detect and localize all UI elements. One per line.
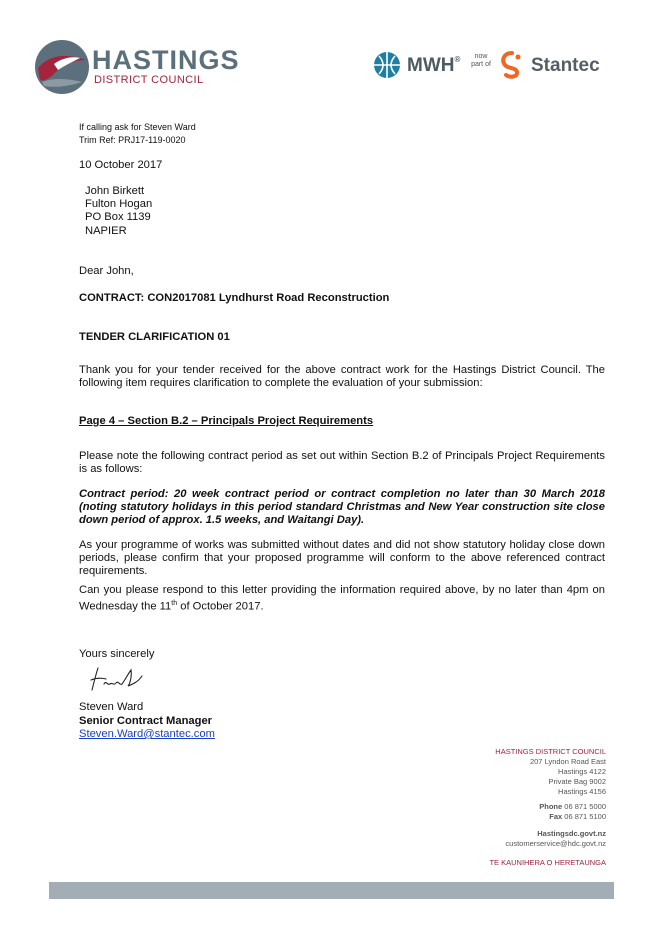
- stantec-wordmark: Stantec: [531, 55, 600, 76]
- footer-address-block: [406, 747, 606, 868]
- recipient-company: Fulton Hogan: [85, 198, 153, 211]
- contract-heading: CONTRACT: CON2017081 Lyndhurst Road Reconstruction: [79, 292, 390, 304]
- stantec-swirl-icon: [499, 51, 525, 79]
- footer-maori-name: TE KAUNIHERA O HERETAUNGA: [489, 858, 606, 867]
- recipient-address: [85, 185, 152, 238]
- note-paragraph: Please note the following contract period as set out within Section B.2 of Principals Project Requirements is as follows:: [79, 450, 605, 475]
- footer-city-1: Hastings 4122: [558, 767, 606, 776]
- signer-title: Senior Contract Manager: [79, 714, 213, 727]
- intro-paragraph: Thank you for your tender received for the above contract work for the Hastings District Council. The following item requires clarification to complete the evaluation of your submission:: [79, 364, 605, 389]
- footer-fax: Fax 06 871 5100: [549, 812, 606, 821]
- reference-block: [79, 121, 196, 147]
- respond-paragraph: Can you please respond to this letter providing the information required above, by no later than 4pm on Wednesday the 11th of October 2017.: [79, 584, 605, 613]
- footer-bar: [49, 882, 614, 899]
- signature-image: [88, 664, 148, 694]
- mwh-stantec-logo: [373, 49, 613, 83]
- footer-private-bag: Private Bag 9002: [548, 777, 606, 786]
- footer-city-2: Hastings 4156: [558, 787, 606, 796]
- footer-street: 207 Lyndon Road East: [529, 757, 606, 766]
- now-part-of-label: now part of: [471, 53, 491, 68]
- footer-phone: Phone 06 871 5000: [539, 802, 606, 811]
- calling-line: If calling ask for Steven Ward: [79, 122, 196, 132]
- recipient-name: John Birkett: [85, 185, 145, 197]
- council-name: HASTINGS: [92, 45, 240, 75]
- recipient-city: NAPIER: [85, 224, 127, 237]
- mwh-wordmark: MWH®: [407, 55, 461, 76]
- letter-date: 10 October 2017: [79, 159, 163, 171]
- hastings-emblem-icon: [34, 38, 90, 96]
- section-heading: Page 4 – Section B.2 – Principals Project Requirements: [79, 415, 374, 427]
- hastings-logo: [34, 38, 240, 96]
- signature-block: [79, 701, 215, 742]
- tender-heading: TENDER CLARIFICATION 01: [79, 331, 230, 343]
- programme-paragraph: As your programme of works was submitted without dates and did not show statutory holiday close down periods, please confirm that your proposed programme will conform to the above referenced contract requirements.: [79, 539, 605, 577]
- council-subtitle: DISTRICT COUNCIL: [94, 74, 204, 86]
- ordinal-suffix: th: [171, 600, 178, 607]
- footer-email: customerservice@hdc.govt.nz: [505, 839, 606, 848]
- recipient-po-box: PO Box 1139: [85, 211, 151, 224]
- signer-name: Steven Ward: [79, 701, 144, 713]
- salutation: Dear John,: [79, 265, 134, 277]
- trim-ref: Trim Ref: PRJ17-119-0020: [79, 135, 186, 145]
- registered-mark: ®: [454, 55, 461, 64]
- signer-email-link[interactable]: Steven.Ward@stantec.com: [79, 728, 215, 740]
- footer-org: HASTINGS DISTRICT COUNCIL: [495, 747, 606, 756]
- mwh-globe-icon: [373, 51, 401, 79]
- closing: Yours sincerely: [79, 648, 155, 660]
- footer-website: Hastingsdc.govt.nz: [537, 829, 606, 838]
- contract-period: Contract period: 20 week contract period or contract completion no later than 30 March 2018 (noting statutory holidays in this period standard Christmas and New Year construction site close down period of approx. 1.5 weeks, and Waitangi Day).: [79, 488, 605, 526]
